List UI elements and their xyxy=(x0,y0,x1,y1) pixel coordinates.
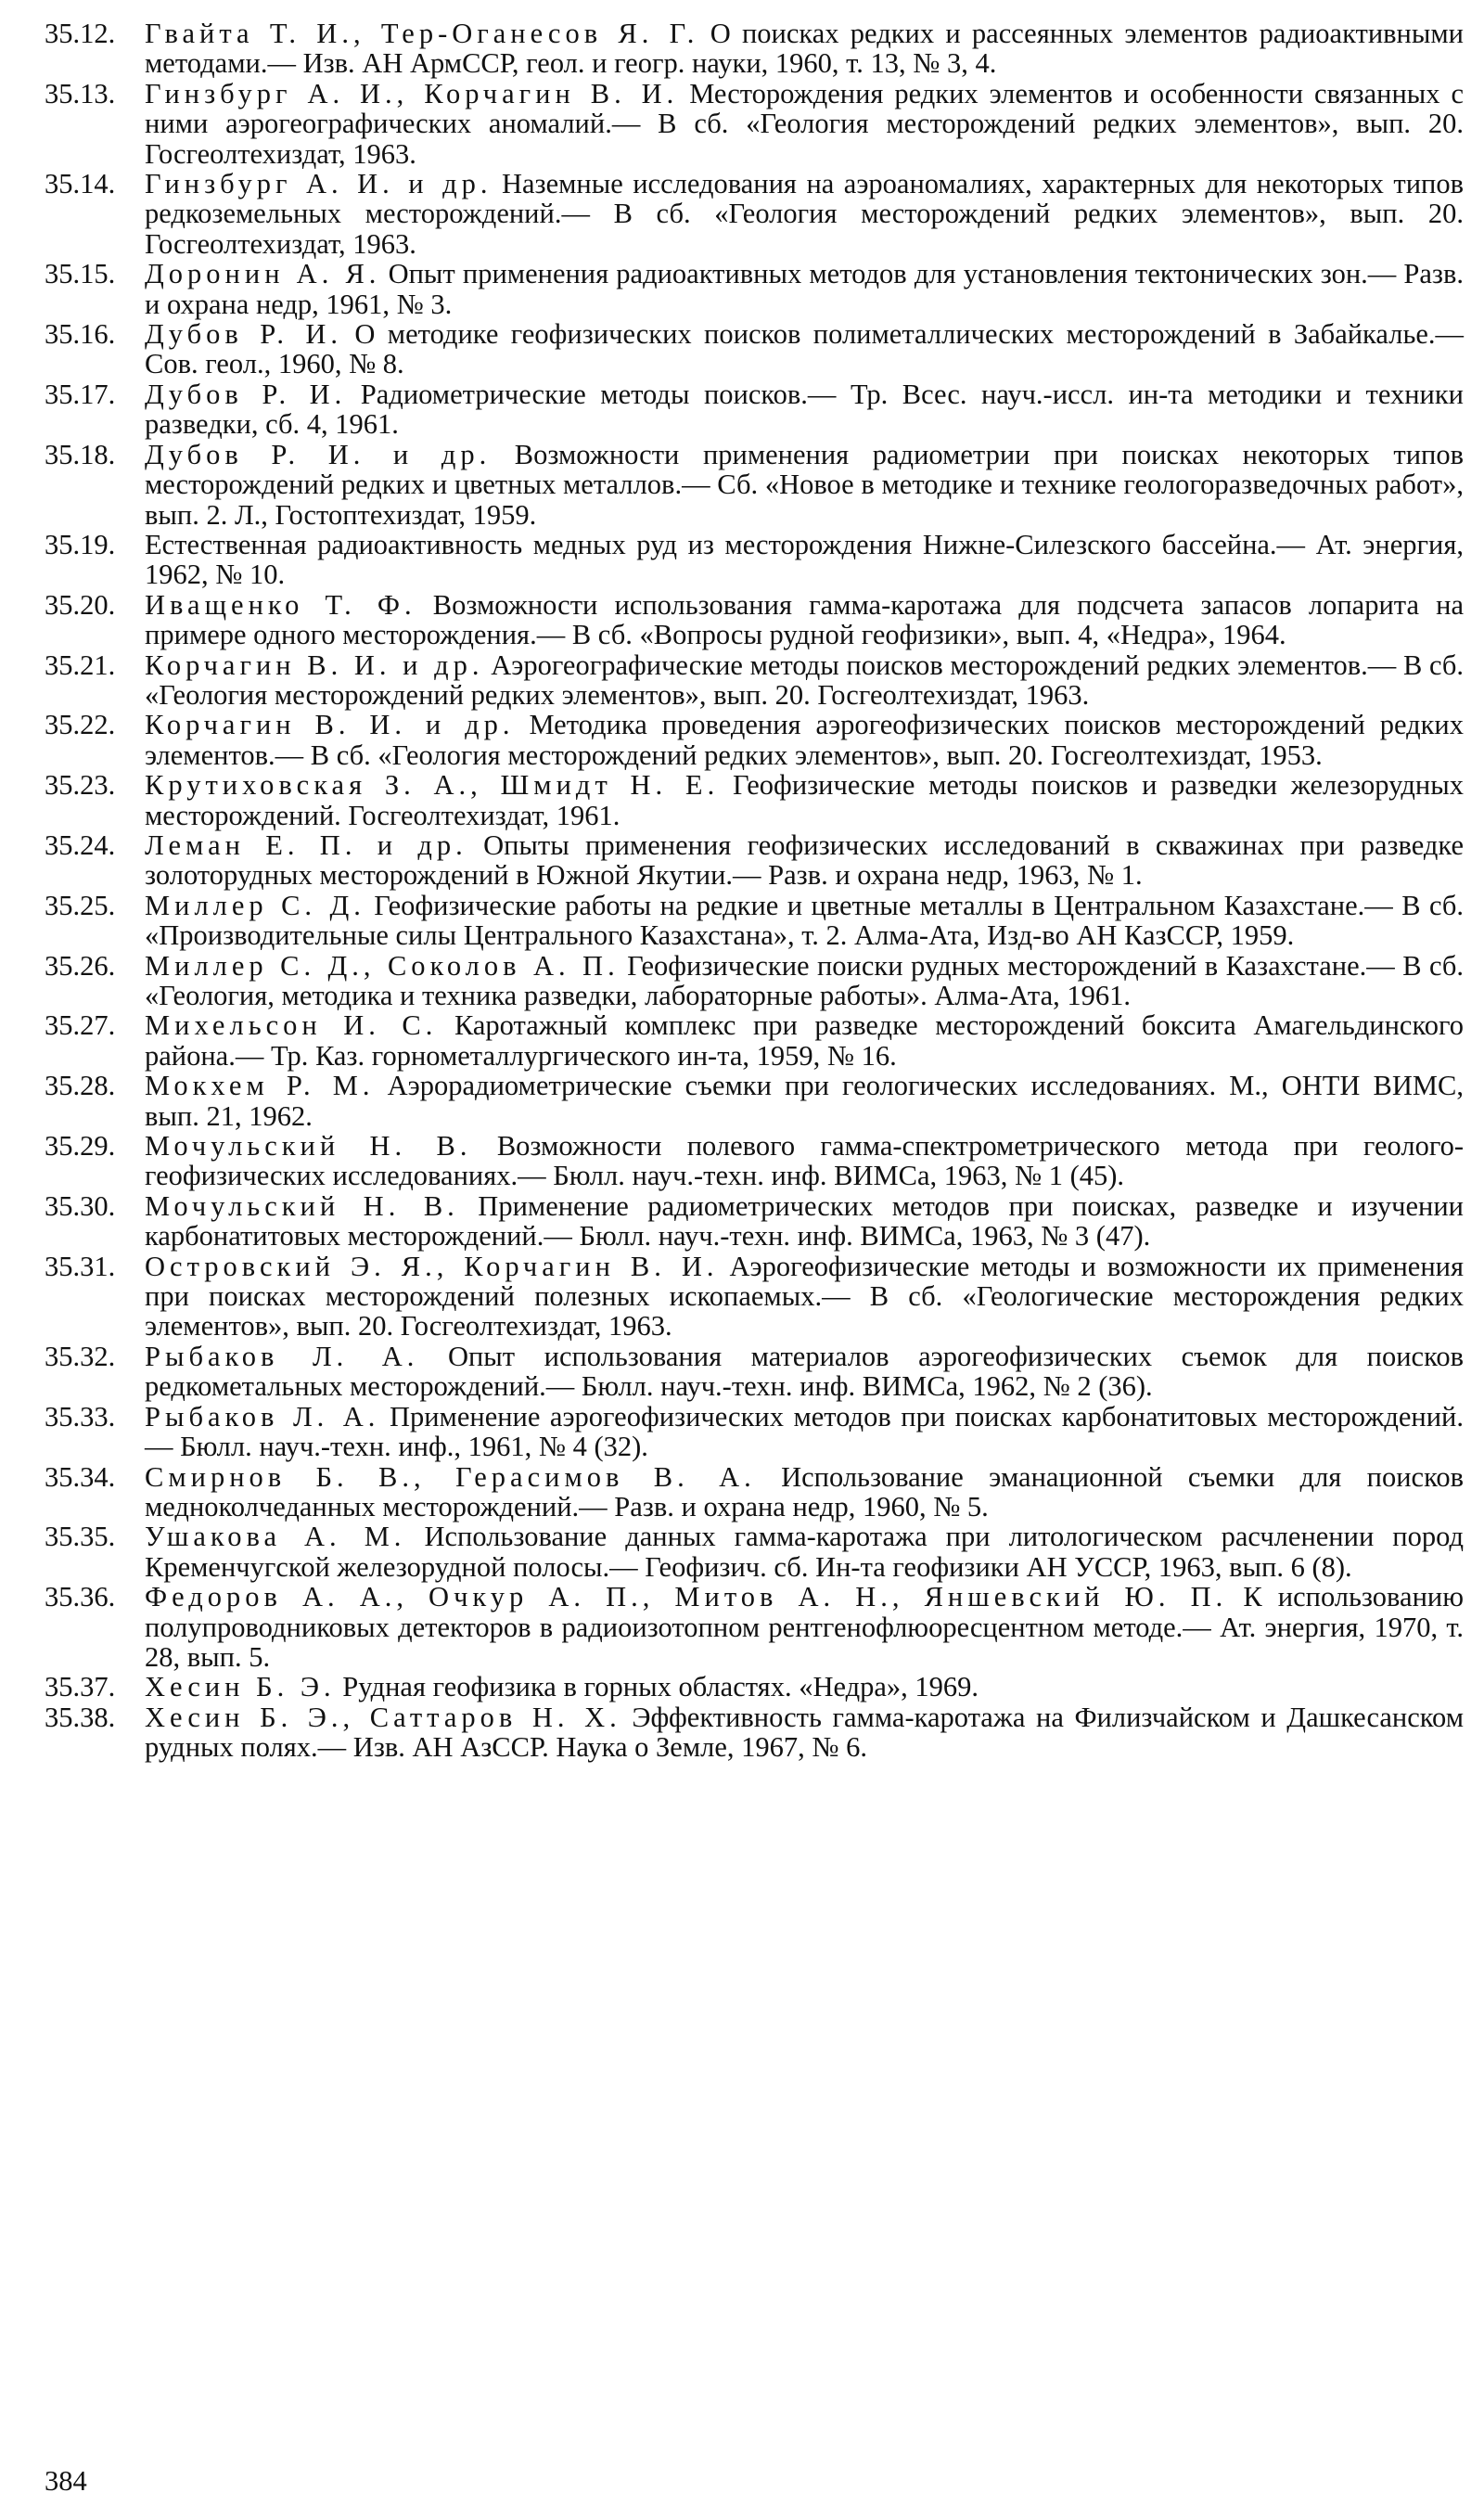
entry-text: Методика проведения аэрогеофизических поисков месторождений редких элементов.— В сб. «Геология месторождений редких элементов», вып. 20. Госгеолтехиздат, 1953. xyxy=(145,709,1464,771)
entry-body xyxy=(145,891,1464,951)
bibliography-entry xyxy=(45,530,1464,590)
bibliography-entry xyxy=(45,1342,1464,1402)
entry-body xyxy=(145,650,1464,711)
entry-author: Михельсон И. С. xyxy=(145,1009,438,1042)
entry-author: Мочульский Н. В. xyxy=(145,1130,472,1163)
bibliography-list xyxy=(45,19,1464,1763)
entry-author: Иващенко Т. Ф. xyxy=(145,588,416,621)
bibliography-entry xyxy=(45,1402,1464,1462)
entry-text: Радиометрические методы поисков.— Тр. Всес. науч.-иссл. ин-та методики и техники разведки, сб. 4, 1961. xyxy=(145,378,1464,441)
entry-author: Корчагин В. И. и др. xyxy=(145,709,515,741)
entry-body xyxy=(145,1702,1464,1763)
entry-text: Применение аэрогеофизических методов при поисках карбонатитовых месторождений.— Бюлл. науч.-техн. инф., 1961, № 4 (32). xyxy=(145,1400,1465,1463)
entry-number: 35.37. xyxy=(45,1671,116,1703)
entry-body xyxy=(145,951,1464,1011)
entry-author: Гинзбург А. И., Корчагин В. И. xyxy=(145,77,679,109)
entry-text: Естественная радиоактивность медных руд из месторождения Нижне-Силезского бассейна.— Ат. энергия, 1962, № 10. xyxy=(145,528,1464,591)
bibliography-entry xyxy=(45,1582,1464,1672)
entry-text: О поисках редких и рассеянных элементов радиоактивными методами.— Изв. АН АрмССР, геол. и геогр. науки, 1960, т. 13, № 3, 4. xyxy=(145,18,1464,80)
bibliography-entry xyxy=(45,650,1464,711)
bibliography-entry xyxy=(45,710,1464,770)
entry-author: Мочульский Н. В. xyxy=(145,1189,459,1222)
bibliography-entry xyxy=(45,440,1464,530)
entry-author: Рыбаков Л. А. xyxy=(145,1400,380,1432)
entry-text: Опыты применения геофизических исследований в скважинах при разведке золоторудных месторождений в Южной Якутии.— Разв. и охрана недр, 1963, № 1. xyxy=(145,829,1465,892)
entry-number: 35.29. xyxy=(45,1130,116,1163)
bibliography-entry xyxy=(45,1522,1464,1582)
bibliography-entry xyxy=(45,590,1464,650)
entry-author: Гинзбург А. И. и др. xyxy=(145,168,493,200)
entry-number: 35.18. xyxy=(45,438,116,470)
entry-author: Дубов Р. И. xyxy=(145,378,347,410)
entry-text: Эффективность гамма-каротажа на Филизчайском и Дашкесанском рудных полях.— Изв. АН АзССР. Наука о Земле, 1967, № 6. xyxy=(145,1701,1465,1764)
entry-text: Аэрогеофизические методы и возможности их применения при поисках месторождений полезных ископаемых.— В сб. «Геологические месторождения редких элементов», вып. 20. Госгеолтехиздат, 1963. xyxy=(145,1250,1465,1343)
entry-author: Федоров А. А., Очкур А. П., Митов А. Н., Яншевский Ю. П. xyxy=(145,1581,1228,1613)
entry-number: 35.16. xyxy=(45,318,116,351)
bibliography-entry xyxy=(45,79,1464,169)
bibliography-entry xyxy=(45,259,1464,319)
entry-body xyxy=(145,19,1464,79)
entry-body xyxy=(145,1672,1464,1702)
entry-body xyxy=(145,79,1464,169)
entry-author: Гвайта Т. И., Тер-Оганесов Я. Г. xyxy=(145,18,699,49)
entry-body xyxy=(145,169,1464,259)
bibliography-entry xyxy=(45,951,1464,1011)
entry-number: 35.35. xyxy=(45,1521,116,1553)
entry-author: Леман Е. П. и др. xyxy=(145,829,467,861)
entry-text: Возможности применения радиометрии при поисках некоторых типов месторождений редких и цветных металлов.— Сб. «Новое в методике и технике геологоразведочных работ», вып. 2. Л., Гостоптехиздат, 1959. xyxy=(145,438,1464,531)
entry-body xyxy=(145,1462,1464,1522)
entry-number: 35.26. xyxy=(45,949,116,982)
bibliography-entry xyxy=(45,379,1464,440)
bibliography-entry xyxy=(45,319,1464,379)
entry-number: 35.13. xyxy=(45,77,116,109)
entry-body xyxy=(145,530,1464,590)
entry-text: Использование эманационной съемки для поисков медноколчеданных месторождений.— Разв. и охрана недр, 1960, № 5. xyxy=(145,1460,1465,1522)
entry-body xyxy=(145,319,1464,379)
bibliography-entry xyxy=(45,770,1464,830)
entry-number: 35.25. xyxy=(45,889,116,921)
entry-text: Возможности полевого гамма-спектрометрического метода при геолого-геофизических исследованиях.— Бюлл. науч.-техн. инф. ВИМСа, 1963, № 1 (45). xyxy=(145,1130,1464,1192)
entry-text: К использованию полупроводниковых детекторов в радиоизотопном рентгенофлюоресцентном методе.— Ат. энергия, 1970, т. 28, вып. 5. xyxy=(145,1581,1465,1673)
bibliography-entry xyxy=(45,891,1464,951)
entry-number: 35.28. xyxy=(45,1070,116,1102)
page-number: 384 xyxy=(45,2465,87,2497)
entry-body xyxy=(145,259,1464,319)
entry-number: 35.38. xyxy=(45,1701,116,1733)
entry-author: Ушакова А. М. xyxy=(145,1521,406,1553)
entry-text: Аэрогеографические методы поисков месторождений редких элементов.— В сб. «Геология месторождений редких элементов», вып. 20. Госгеолтехиздат, 1963. xyxy=(145,649,1465,711)
entry-number: 35.36. xyxy=(45,1581,116,1613)
entry-body xyxy=(145,1071,1464,1131)
entry-body xyxy=(145,1131,1464,1191)
entry-text: Опыт применения радиоактивных методов для установления тектонических зон.— Разв. и охрана недр, 1961, № 3. xyxy=(145,258,1464,320)
bibliography-entry xyxy=(45,1672,1464,1702)
entry-number: 35.20. xyxy=(45,588,116,621)
entry-number: 35.19. xyxy=(45,528,116,560)
entry-text: Аэрорадиометрические съемки при геологических исследованиях. М., ОНТИ ВИМС, вып. 21, 1962. xyxy=(145,1070,1465,1132)
entry-author: Смирнов Б. В., Герасимов В. А. xyxy=(145,1460,756,1493)
entry-number: 35.15. xyxy=(45,258,116,290)
entry-number: 35.30. xyxy=(45,1189,116,1222)
bibliography-entry xyxy=(45,830,1464,891)
entry-number: 35.22. xyxy=(45,709,116,741)
entry-text: Геофизические методы поисков и разведки железорудных месторождений. Госгеолтехиздат, 1961. xyxy=(145,769,1464,831)
entry-number: 35.32. xyxy=(45,1340,116,1372)
entry-number: 35.34. xyxy=(45,1460,116,1493)
bibliography-entry xyxy=(45,1131,1464,1191)
entry-text: Геофизические работы на редкие и цветные металлы в Центральном Казахстане.— В сб. «Производительные силы Центрального Казахстана», т. 2. Алма-Ата, Изд-во АН КазССР, 1959. xyxy=(145,889,1464,952)
bibliography-entry xyxy=(45,169,1464,259)
entry-number: 35.24. xyxy=(45,829,116,861)
bibliography-entry xyxy=(45,1010,1464,1071)
entry-text: Опыт использования материалов аэрогеофизических съемок для поисков редкометальных месторождений.— Бюлл. науч.-техн. инф. ВИМСа, 1962, № 2 (36). xyxy=(145,1340,1464,1403)
entry-author: Корчагин В. И. и др. xyxy=(145,649,484,681)
entry-text: О методике геофизических поисков полиметаллических месторождений в Забайкалье.— Сов. геол., 1960, № 8. xyxy=(145,318,1465,380)
entry-body xyxy=(145,1252,1464,1342)
entry-body xyxy=(145,1582,1464,1672)
entry-author: Островский Э. Я., Корчагин В. И. xyxy=(145,1250,719,1282)
entry-text: Возможности использования гамма-каротажа для подсчета запасов лопарита на примере одного месторождения.— В сб. «Вопросы рудной геофизики», вып. 4, «Недра», 1964. xyxy=(145,588,1465,651)
bibliography-entry xyxy=(45,1462,1464,1522)
bibliography-entry xyxy=(45,19,1464,79)
entry-body xyxy=(145,590,1464,650)
entry-number: 35.12. xyxy=(45,18,116,49)
entry-number: 35.33. xyxy=(45,1400,116,1432)
entry-body xyxy=(145,1342,1464,1402)
entry-body xyxy=(145,830,1464,891)
entry-number: 35.14. xyxy=(45,168,116,200)
entry-text: Геофизические поиски рудных месторождений в Казахстане.— В сб. «Геология, методика и техника разведки, лабораторные работы». Алма-Ата, 1961. xyxy=(145,949,1465,1011)
entry-author: Крутиховская З. А., Шмидт Н. Е. xyxy=(145,769,720,802)
bibliography-entry xyxy=(45,1191,1464,1252)
bibliography-entry xyxy=(45,1252,1464,1342)
entry-number: 35.17. xyxy=(45,378,116,410)
entry-text: Применение радиометрических методов при поисках, разведке и изучении карбонатитовых месторождений.— Бюлл. науч.-техн. инф. ВИМСа, 1963, № 3 (47). xyxy=(145,1189,1465,1253)
entry-author: Доронин А. Я. xyxy=(145,258,381,290)
entry-author: Мокхем Р. М. xyxy=(145,1070,375,1102)
entry-body xyxy=(145,1191,1464,1252)
entry-author: Миллер С. Д. xyxy=(145,889,365,921)
entry-author: Хесин Б. Э., Саттаров Н. Х. xyxy=(145,1701,621,1733)
entry-number: 35.31. xyxy=(45,1250,116,1282)
entry-author: Миллер С. Д., Соколов А. П. xyxy=(145,949,620,982)
bibliography-entry xyxy=(45,1071,1464,1131)
entry-number: 35.27. xyxy=(45,1009,116,1042)
entry-text: Месторождения редких элементов и особенности связанных с ними аэрогеографических аномалий.— В сб. «Геология месторождений редких элементов», вып. 20. Госгеолтехиздат, 1963. xyxy=(145,77,1464,170)
entry-body xyxy=(145,770,1464,830)
entry-body xyxy=(145,710,1464,770)
entry-author: Хесин Б. Э. xyxy=(145,1671,336,1703)
entry-author: Дубов Р. И. и др. xyxy=(145,438,492,470)
entry-number: 35.21. xyxy=(45,649,116,681)
entry-body xyxy=(145,440,1464,530)
entry-author: Дубов Р. И. xyxy=(145,318,343,351)
bibliography-entry xyxy=(45,1702,1464,1763)
entry-body xyxy=(145,1010,1464,1071)
entry-body xyxy=(145,379,1464,440)
entry-author: Рыбаков Л. А. xyxy=(145,1340,419,1372)
entry-body xyxy=(145,1522,1464,1582)
entry-text: Рудная геофизика в горных областях. «Недра», 1969. xyxy=(342,1671,979,1703)
entry-text: Наземные исследования на аэроаномалиях, характерных для некоторых типов редкоземельных месторождений.— В сб. «Геология месторождений редких элементов», вып. 20. Госгеолтехиздат, 1963. xyxy=(145,168,1464,260)
entry-text: Каротажный комплекс при разведке месторождений боксита Амагельдинского района.— Тр. Каз. горнометаллургического ин-та, 1959, № 16. xyxy=(145,1009,1464,1072)
entry-text: Использование данных гамма-каротажа при литологическом расчленении пород Кременчугской железорудной полосы.— Геофизич. сб. Ин-та геофизики АН УССР, 1963, вып. 6 (8). xyxy=(145,1521,1464,1583)
entry-number: 35.23. xyxy=(45,769,116,802)
entry-body xyxy=(145,1402,1464,1462)
